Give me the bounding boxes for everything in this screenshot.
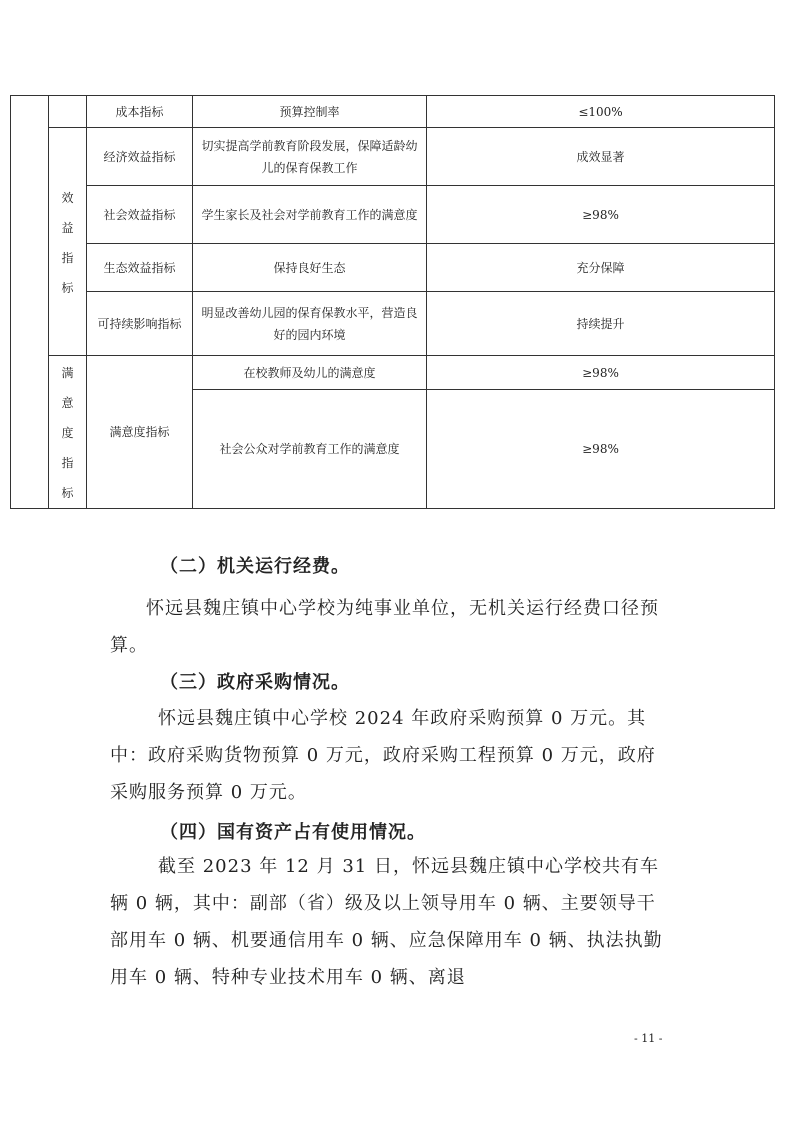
table-cell-indicator: 可持续影响指标: [87, 292, 193, 356]
table-cell-indicator: 满意度指标: [87, 356, 193, 509]
table-cell-item: 保持良好生态: [193, 244, 427, 292]
table-row: [11, 292, 775, 356]
category-char: 效: [61, 190, 74, 205]
table-cell-target: 持续提升: [427, 292, 775, 356]
category-char: 指: [61, 250, 74, 265]
category-char: 意: [61, 396, 74, 410]
table-row: [11, 128, 775, 186]
table-cell-indicator: 成本指标: [87, 96, 193, 128]
table-cell-item: 预算控制率: [193, 96, 427, 128]
table-cell-target: 充分保障: [427, 244, 775, 292]
table-cell-target: ≤100%: [427, 96, 775, 128]
table-cell-item: 社会公众对学前教育工作的满意度: [193, 390, 427, 509]
performance-indicator-table: [10, 95, 775, 509]
category-char: 标: [61, 486, 74, 500]
table-cell-target: 成效显著: [427, 128, 775, 186]
category-char: 满: [61, 366, 74, 380]
table-cell-category: [49, 356, 87, 509]
table-cell-blank: [49, 96, 87, 128]
table-cell-item: 学生家长及社会对学前教育工作的满意度: [193, 186, 427, 244]
section-heading: （四）国有资产占有使用情况。: [160, 822, 426, 843]
table-cell-target: ≥98%: [427, 390, 775, 509]
table-cell-indicator: 社会效益指标: [87, 186, 193, 244]
paragraph: 怀远县魏庄镇中心学校 2024 年政府采购预算 0 万元。其中：政府采购货物预算 0 万元，政府采购工程预算 0 万元，政府采购服务预算 0 万元。: [110, 708, 656, 803]
category-char: 度: [61, 426, 74, 440]
paragraph: 截至 2023 年 12 月 31 日，怀远县魏庄镇中心学校共有车辆 0 辆，其中：副部（省）级及以上领导用车 0 辆、主要领导干部用车 0 辆、机要通信用车 0 辆、应急保障用车 0 辆、执法执勤用车 0 辆、特种专业技术用车 0 辆、离退: [110, 856, 663, 988]
table-cell-blank: [11, 96, 49, 509]
table-row: [11, 244, 775, 292]
section-heading: （三）政府采购情况。: [160, 672, 350, 693]
paragraph: 怀远县魏庄镇中心学校为纯事业单位，无机关运行经费口径预算。: [110, 598, 659, 656]
category-char: 指: [61, 456, 74, 470]
table-cell-target: ≥98%: [427, 356, 775, 390]
table-cell-item: 明显改善幼儿园的保育保教水平，营造良好的园内环境: [193, 292, 427, 356]
table-cell-indicator: 生态效益指标: [87, 244, 193, 292]
table-row: [11, 96, 775, 128]
table-cell-category: [49, 128, 87, 356]
category-char: 标: [61, 280, 74, 295]
table-row: [11, 356, 775, 390]
table-cell-item: 在校教师及幼儿的满意度: [193, 356, 427, 390]
table-cell-target: ≥98%: [427, 186, 775, 244]
table-row: [11, 186, 775, 244]
page-number: - 11 -: [634, 1032, 663, 1045]
table-cell-indicator: 经济效益指标: [87, 128, 193, 186]
section-heading: （二）机关运行经费。: [160, 556, 350, 577]
table-cell-item: 切实提高学前教育阶段发展，保障适龄幼儿的保育保教工作: [193, 128, 427, 186]
category-char: 益: [61, 220, 74, 235]
